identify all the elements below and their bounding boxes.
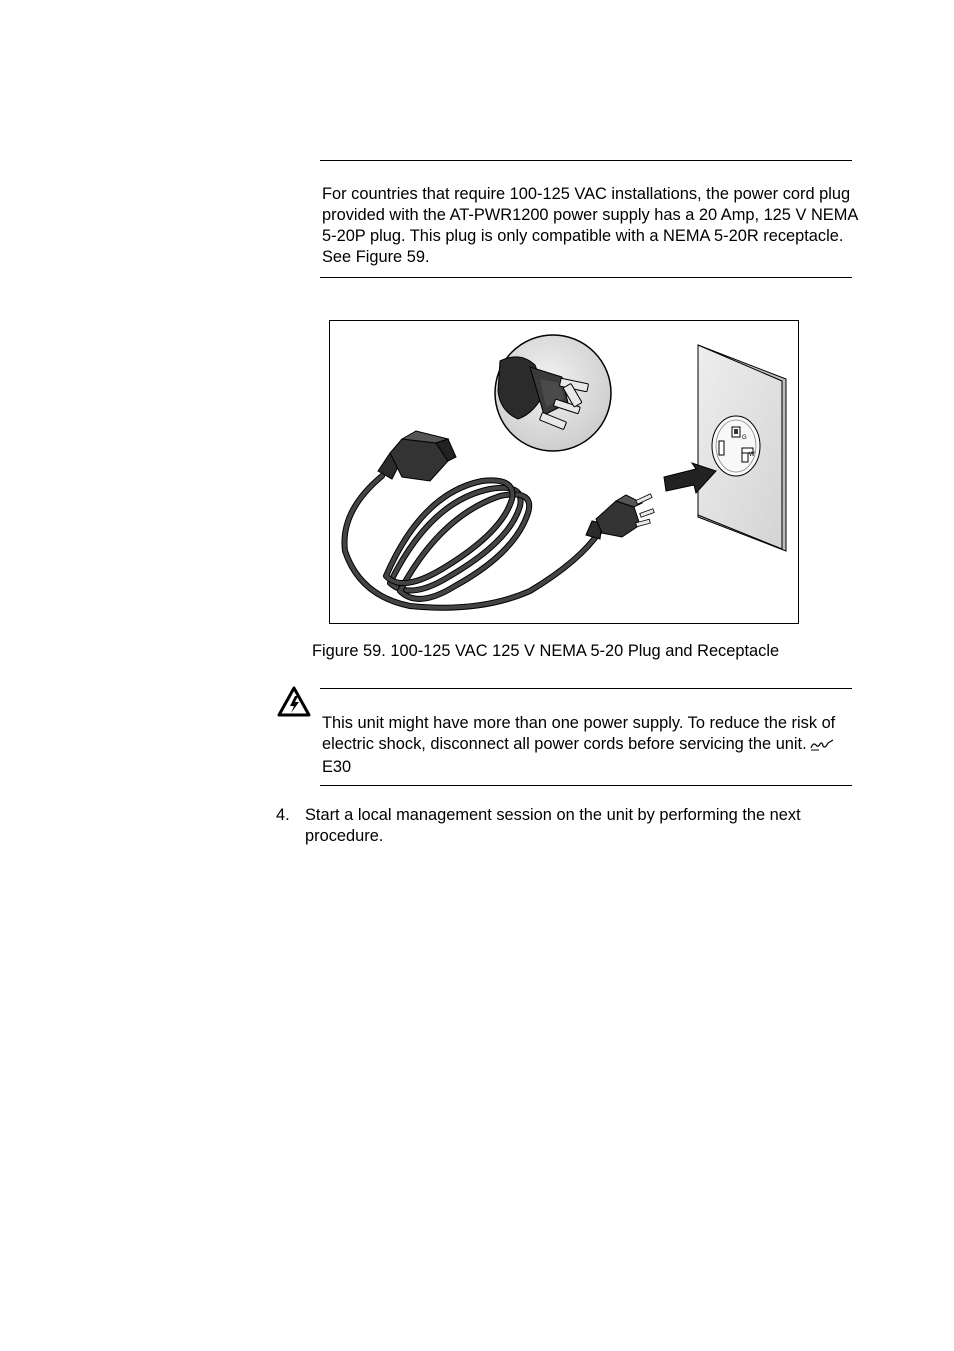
warning-text	[322, 713, 862, 778]
iec-connector	[378, 431, 456, 481]
warning-top-rule	[320, 688, 852, 689]
power-cord	[344, 476, 600, 608]
receptacle-white-label: W	[749, 452, 755, 458]
receptacle-ground-label: G	[742, 435, 747, 441]
warning-text-body: This unit might have more than one power supply. To reduce the risk of electric shock, disconnect all power cords before servicing the unit.	[322, 714, 836, 753]
note-top-rule	[320, 160, 852, 161]
nema-5-20p-plug	[586, 494, 654, 539]
warning-bottom-rule	[320, 785, 852, 786]
step-text: Start a local management session on the unit by performing the next procedure.	[305, 806, 801, 845]
magnified-plug-inset	[495, 335, 611, 451]
plug-and-receptacle-drawing	[330, 321, 800, 625]
electrical-hazard-warning-icon	[277, 686, 311, 718]
figure-59-illustration	[329, 320, 799, 624]
note-text: For countries that require 100-125 VAC installations, the power cord plug provided with the AT-PWR1200 power supply has a 20 Amp, 125 V NEMA 5-20P plug. This plug is only compatible with a NEMA 5-20R receptacle. See Figure 59.	[322, 185, 858, 266]
step-number: 4.	[276, 806, 290, 824]
translation-reference-icon	[810, 736, 834, 757]
note-bottom-rule	[320, 277, 852, 278]
figure-caption: Figure 59. 100-125 VAC 125 V NEMA 5-20 Plug and Receptacle	[312, 642, 780, 660]
warning-code: E30	[322, 758, 352, 776]
wall-receptacle	[698, 345, 786, 551]
